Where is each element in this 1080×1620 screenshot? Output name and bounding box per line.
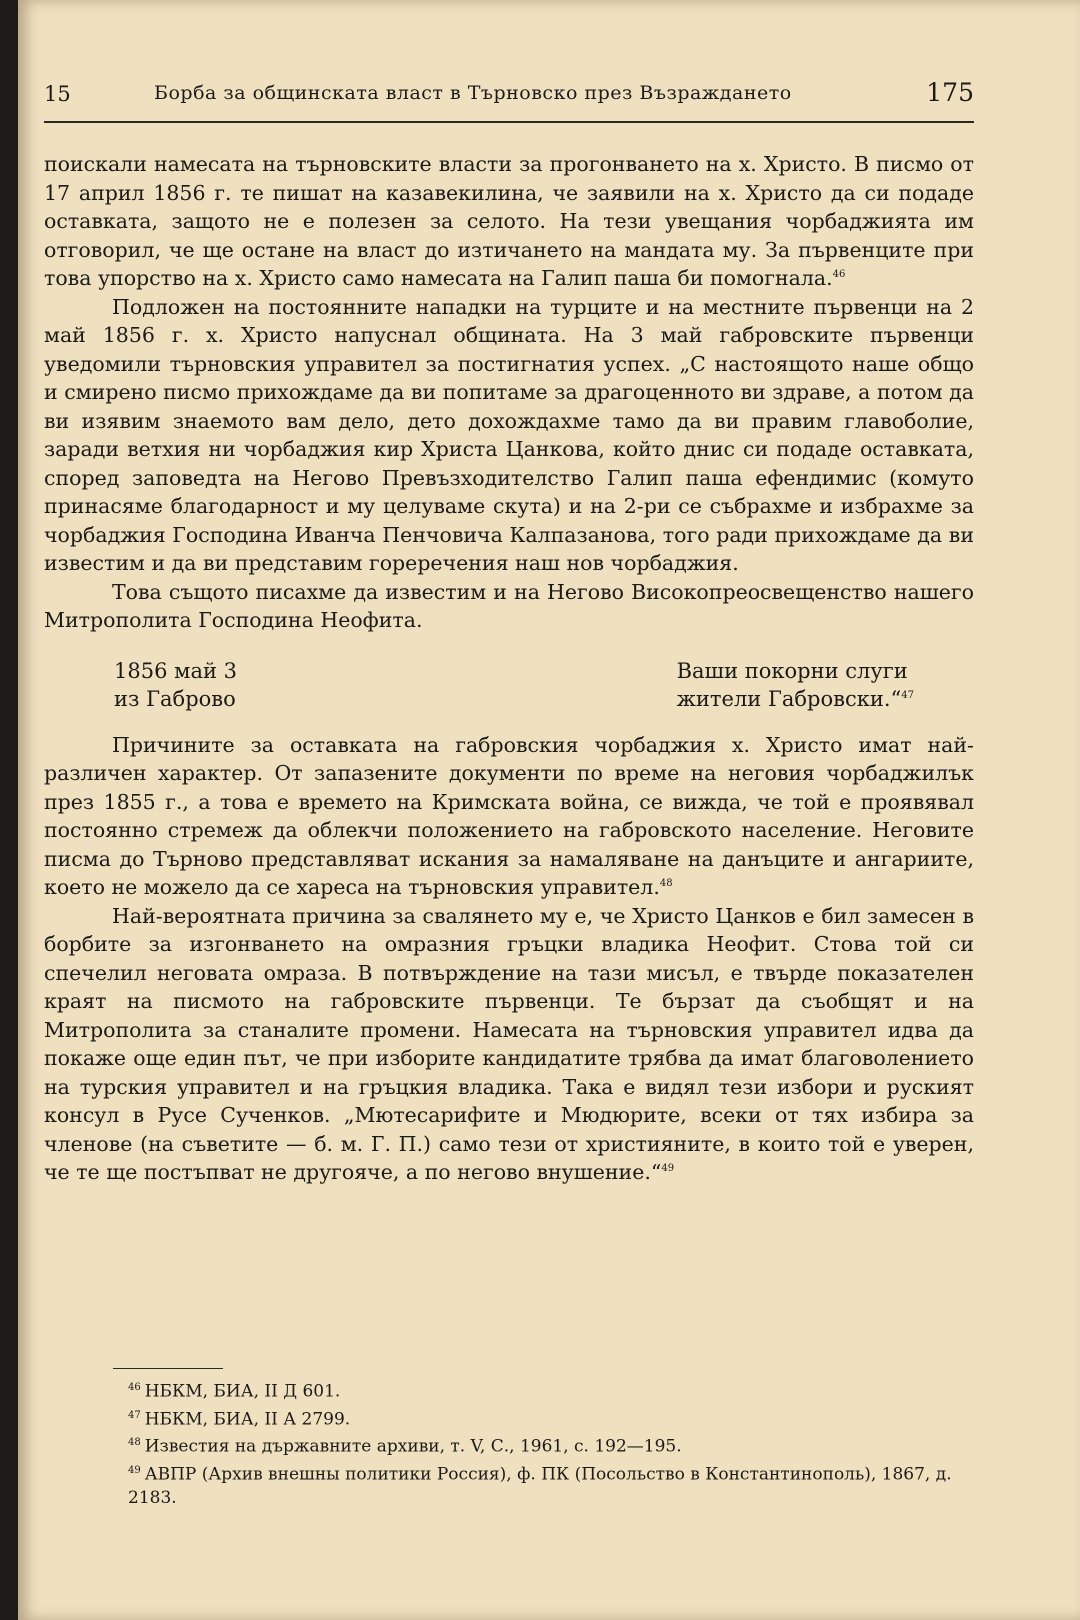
paragraph-5	[44, 902, 974, 1187]
footnote-ref-46: 46	[832, 269, 846, 281]
paragraph-3: Това същото писахме да известим и на Негово Високопреосвещенство нашего Митрополита Господина Неофита.	[44, 579, 974, 632]
footnote-number: 47	[128, 1409, 141, 1421]
footnote-text: Известия на държавните архиви, т. V, С., 1961, с. 192—195.	[144, 1436, 682, 1457]
footnote-rule	[113, 1368, 223, 1369]
header-rule	[44, 121, 974, 123]
paragraph-1-text: поискали намесата на търновските власти за прогонването на х. Христо. В писмо от 17 април 1856 г. те пишат на казавекилина, че заявили на х. Христо да си подаде оставката, защото не е полезен за селото. На тези увещания чорбаджията им отговорил, че ще остане на власт до изтичането на мандата му. За първенците при това упорство на х. Христо само намесата на Галип паша би помогнала.	[44, 152, 974, 290]
signature-place: из Габрово	[114, 686, 236, 711]
paragraph-4	[44, 731, 974, 902]
letter-signature	[114, 657, 914, 713]
footnote-48	[44, 1431, 974, 1459]
footnote-ref-49: 49	[661, 1163, 675, 1175]
footnote-46	[44, 1376, 974, 1404]
paragraph-2: Подложен на постоянните нападки на турците и на местните първенци на 2 май 1856 г. х. Христо напуснал общината. На 3 май габровските първенци уведомили търновския управител за постигнатия успех. „С настоящото наше общо и смирено писмо прихождаме да ви попитаме за драгоценното ви здраве, а потом да ви изявим знаемото вам дело, дето дохождахме тамо да ви правим главоболие, заради ветхия ни чорбаджия кир Христа Цанкова, който днис си подаде оставката, според заповедта на Негово Превъзходителство Галип паша ефендимис (комуто принасяме благодарност и му целуваме скута) и на 2-ри се събрахме и избрахме за чорбаджия Господина Иванча Пенчовича Калпазанова, того ради прихождаме да ви известим и да ви представим гореречения наш нов чорбаджия.	[44, 294, 974, 575]
paragraph-4-text: Причините за оставката на габровския чорбаджия х. Христо имат най-различен характер. От запазените документи по време на неговия чорбаджилък през 1855 г., а това е времето на Кримската война, се вижда, че той е проявявал постоянно стремеж да облекчи положението на габровското население. Неговите писма до Търново представляват искания за намаляване на данъците и ангариите, което не можело да се хареса на търновския управител.	[44, 732, 974, 899]
main-text	[44, 150, 974, 1187]
right-page-number: 175	[926, 78, 974, 107]
footnote-text: НБКМ, БИА, II Д 601.	[144, 1381, 341, 1402]
footnote-number: 49	[128, 1464, 141, 1476]
signature-closing	[677, 657, 914, 713]
footnotes	[44, 1376, 974, 1510]
footnote-49	[44, 1459, 974, 1510]
paragraph-5-text: Най-вероятната причина за свалянето му е, че Христо Цанков е бил замесен в борбите за изгонването на омразния гръцки владика Неофит. Стова той си спечелил неговата омраза. В потвърждение на тази мисъл, е твърде показателен краят на писмото на габровските първенци. Те бързат да съобщят и на Митрополита за станалите промени. Намесата на търновския управител идва да покаже още един път, че при изборите кандидатите трябва да имат благоволението на турския управител и на гръцкия владика. Така е видял тези избори и руският консул в Русе Сученков. „Мютесарифите и Мюдюрите, всеки от тях избира за членове (на съветите — б. м. Г. П.) само тези от християните, в които той е уверен, че те ще постъпват не другояче, а по негово внушение.“	[44, 903, 974, 1184]
page-header	[44, 78, 974, 110]
footnote-ref-47: 47	[901, 689, 914, 701]
signature-closing-1: Ваши покорни слуги	[676, 658, 908, 683]
footnote-number: 46	[128, 1382, 141, 1393]
signature-date: 1856 май 3	[114, 658, 238, 683]
footnote-47	[44, 1404, 974, 1432]
footnote-text: АВПР (Архив внешны политики Россия), ф. ПК (Посольство в Константинополь), 1867, д. 2183.	[128, 1464, 952, 1508]
paragraph-1	[44, 150, 974, 293]
left-page-number: 15	[44, 82, 71, 106]
footnote-text: НБКМ, БИА, II А 2799.	[144, 1409, 351, 1430]
signature-closing-2-wrap	[677, 685, 914, 713]
book-page	[18, 0, 1080, 1620]
footnote-ref-48: 48	[659, 878, 673, 890]
signature-closing-2: жители Габровски.“	[676, 686, 902, 711]
footnote-number: 48	[128, 1437, 141, 1449]
signature-date-place	[114, 657, 237, 713]
running-title: Борба за общинската власт в Търновско през Възраждането	[154, 82, 792, 104]
